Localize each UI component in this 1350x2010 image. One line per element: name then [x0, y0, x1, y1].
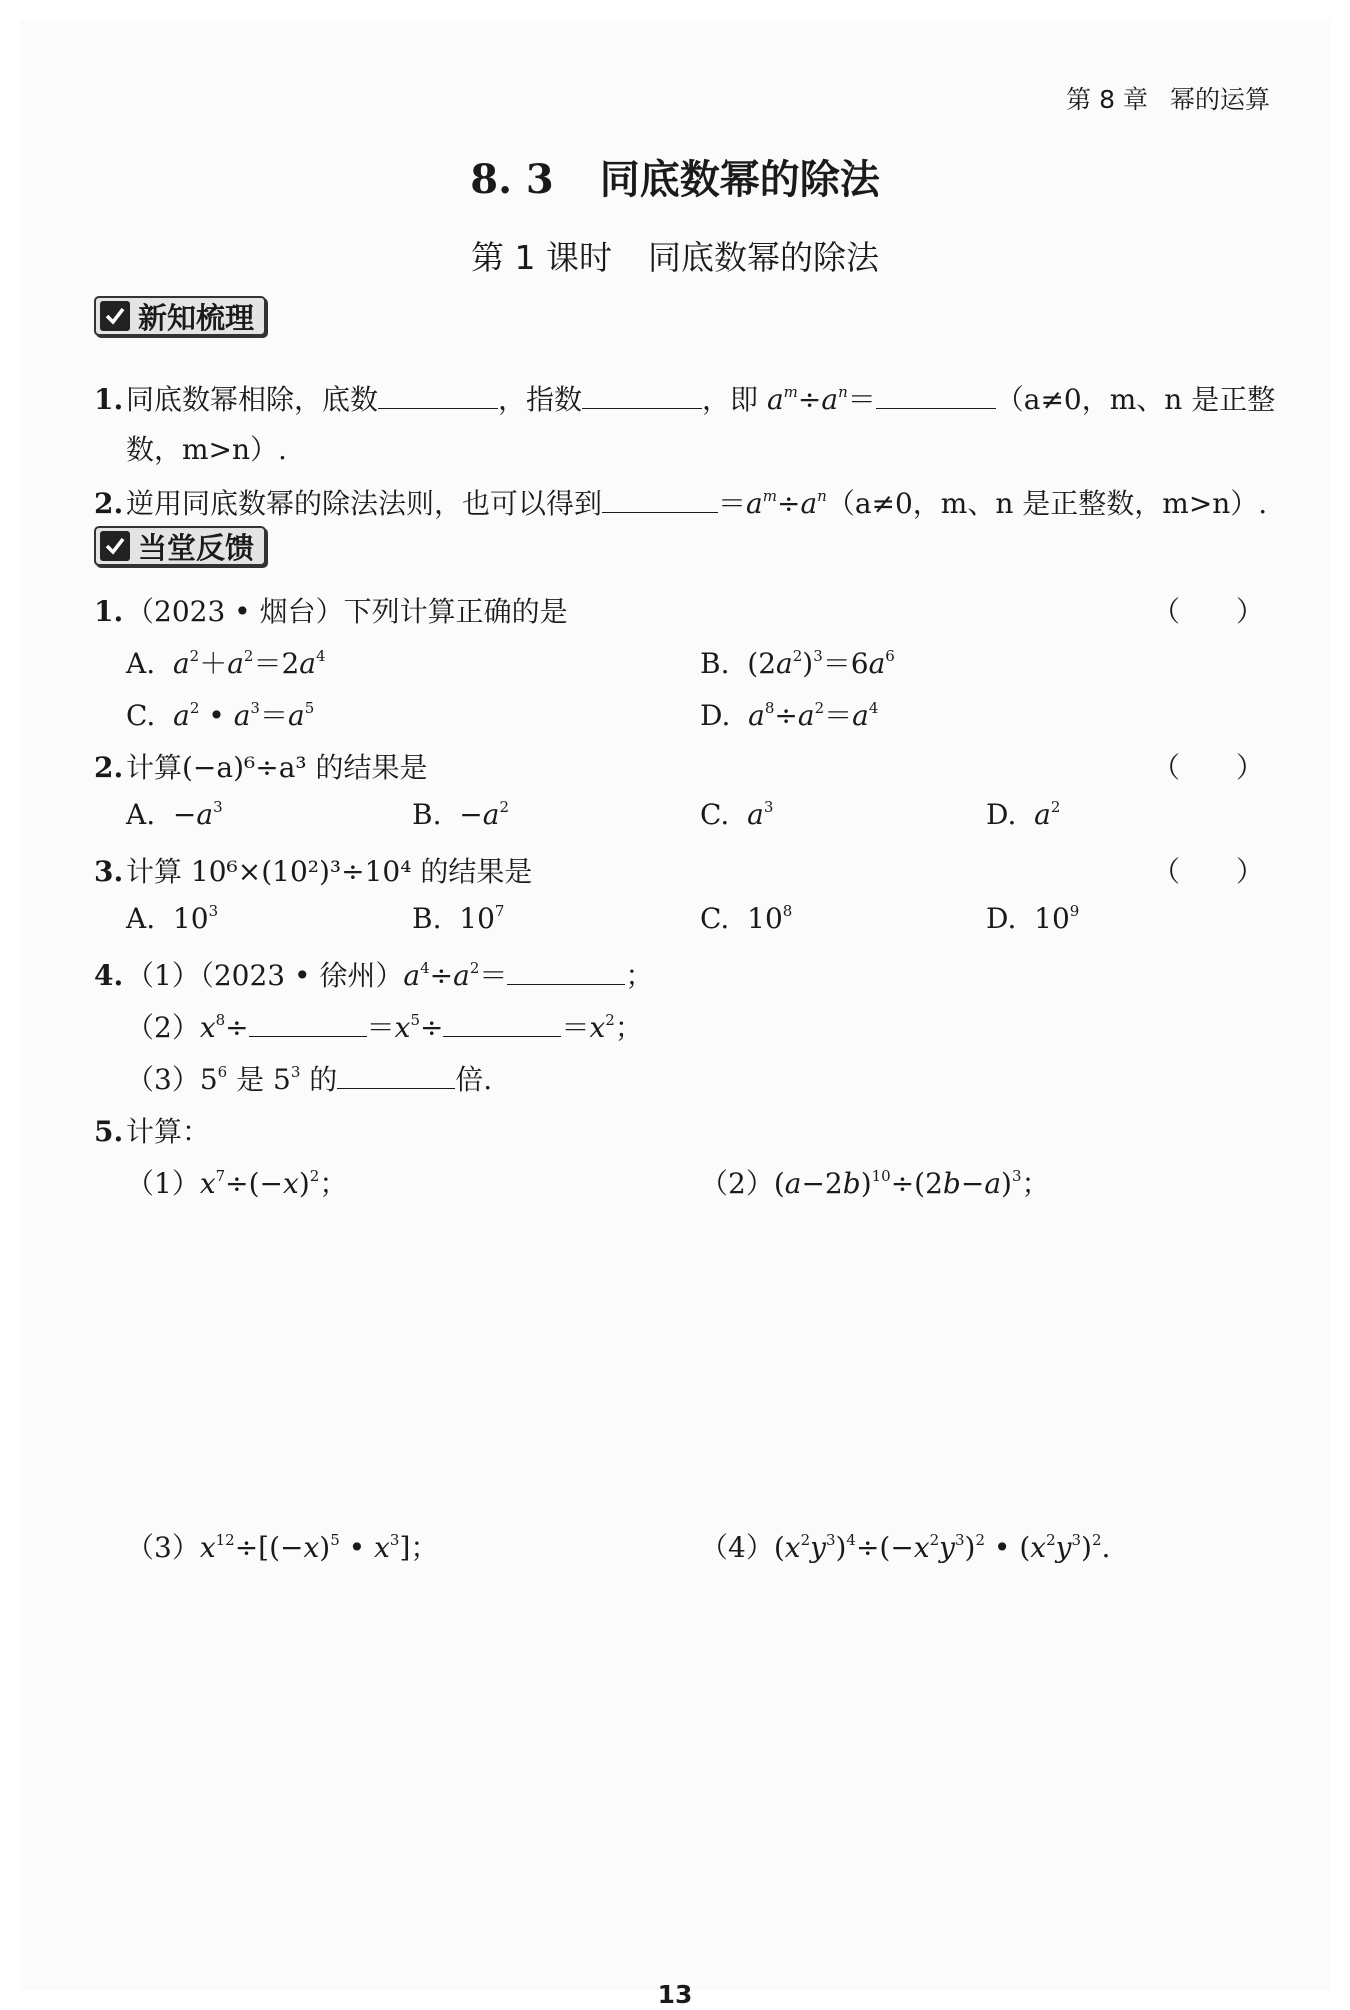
answer-blank[interactable]: [602, 488, 718, 513]
q2-text-a: 逆用同底数幂的除法法则，也可以得到: [126, 487, 603, 520]
q2-text-b: （a≠0，m、n 是正整数，m>n）.: [826, 487, 1268, 520]
knowledge-q2: 2.逆用同底数幂的除法法则，也可以得到 $=a^m\div a^n(a\ne 0$，m、n 是正整数，m>n）.: [94, 487, 1268, 520]
answer-paren[interactable]: （ ）: [1151, 595, 1264, 628]
question-stem: 计算：: [126, 1115, 211, 1148]
answer-blank[interactable]: [876, 384, 996, 409]
question-5-part-2: $(2)(a-2b)^{10}\div(2b-a)^3$；: [700, 1167, 1050, 1200]
option-b[interactable]: B. $(2a^2)^3=6a^6$: [700, 647, 895, 680]
question-3: 3.计算 10⁶×(10²)³÷10⁴ 的结果是: [94, 855, 533, 888]
question-4-part-2: $(2)x^8\div =x^5\div =x^2$；: [126, 1011, 643, 1044]
checkmark-icon: [100, 301, 130, 331]
option-c[interactable]: C. $a^3$: [700, 798, 774, 831]
answer-blank[interactable]: [443, 1012, 561, 1037]
knowledge-q1: 1.同底数幂相除，底数 ，指数 ，即 $a^m\div a^n= (a\ne 0$，m、n 是正整: [94, 383, 1276, 416]
option-d[interactable]: D. $a^2$: [986, 798, 1061, 831]
page-title: [20, 148, 1330, 205]
section-label: 新知梳理: [138, 300, 255, 335]
section-number: 8. 3: [470, 156, 554, 203]
lesson-number: 第 1 课时: [471, 238, 612, 277]
question-2: 2.计算(−a)⁶÷a³ 的结果是: [94, 751, 428, 784]
answer-paren[interactable]: （ ）: [1151, 855, 1264, 888]
question-5-part-3: $(3)x^{12}\div[(-x)^5$ • $x^3$]；: [126, 1531, 439, 1564]
answer-paren[interactable]: （ ）: [1151, 751, 1264, 784]
lesson-title: 同底数幂的除法: [647, 238, 879, 277]
section-heading-feedback: [94, 526, 266, 566]
part-label: （3）: [126, 1531, 200, 1564]
lesson-subtitle: [20, 232, 1330, 279]
option-c[interactable]: C. $10^8$: [700, 902, 793, 935]
q1-text-a: 同底数幂相除，底数: [126, 383, 379, 416]
q1-text-b: ，指数: [498, 383, 583, 416]
section-title: 同底数幂的除法: [599, 157, 880, 203]
answer-blank[interactable]: [507, 960, 625, 985]
section-label: 当堂反馈: [138, 530, 255, 565]
part-label: （2）: [700, 1167, 774, 1200]
option-d[interactable]: D. $10^9$: [986, 902, 1080, 935]
question-stem: （2023 • 烟台）下列计算正确的是: [126, 595, 568, 628]
checkmark-icon: [100, 531, 130, 561]
option-a[interactable]: A. $a^2+a^2=2a^4$: [126, 647, 326, 680]
q4-p3-suffix: 倍.: [455, 1063, 493, 1096]
part-label: （2）: [126, 1011, 200, 1044]
knowledge-q1-line2: 数，m>n）.: [126, 433, 287, 466]
section-heading-new-knowledge: [94, 296, 266, 336]
option-c[interactable]: C. $a^2$ • $a^3=a^5$: [126, 699, 315, 732]
part-label: （3）: [126, 1063, 200, 1096]
answer-blank[interactable]: [337, 1064, 455, 1089]
answer-blank[interactable]: [378, 384, 498, 409]
chapter-title: 幂的运算: [1169, 85, 1270, 114]
question-stem: 计算 10⁶×(10²)³÷10⁴ 的结果是: [126, 855, 533, 888]
q1-text-d: （a≠0，m、n 是正整: [995, 383, 1276, 416]
part-label: （1）（2023 • 徐州）: [126, 959, 404, 992]
question-4-part-3: $(3)5^6$ 是 $5^3$ 的 倍.: [126, 1063, 493, 1096]
option-a[interactable]: A. $10^3$: [126, 902, 219, 935]
option-d[interactable]: D. $a^8\div a^2=a^4$: [700, 699, 879, 732]
question-1: 1.（2023 • 烟台）下列计算正确的是: [94, 595, 568, 628]
question-5: 5.计算：: [94, 1115, 211, 1148]
chapter-number: 第 8 章: [1066, 85, 1148, 114]
option-b[interactable]: B. $10^7$: [412, 902, 505, 935]
question-4-part-1: 4.（1）（2023 • 徐州）$a^4\div a^2=$ ；: [94, 959, 654, 992]
part-label: （1）: [126, 1167, 200, 1200]
chapter-header: [1066, 80, 1270, 116]
question-5-part-1: $(1)x^7\div(-x)^2$；: [126, 1167, 348, 1200]
q1-text-c: ，即: [702, 383, 759, 416]
option-b[interactable]: B. $-a^2$: [412, 798, 509, 831]
page-number: 13: [657, 1980, 693, 2009]
question-stem: 计算(−a)⁶÷a³ 的结果是: [126, 751, 428, 784]
page: [20, 20, 1330, 2009]
question-5-part-4: $(4)(x^2y^3)^4\div(-x^2y^3)^2$ • $(x^2y^3)^2$.: [700, 1531, 1111, 1564]
answer-blank[interactable]: [582, 384, 702, 409]
part-label: （4）: [700, 1531, 774, 1564]
answer-blank[interactable]: [249, 1012, 367, 1037]
option-a[interactable]: A. $-a^3$: [126, 798, 223, 831]
